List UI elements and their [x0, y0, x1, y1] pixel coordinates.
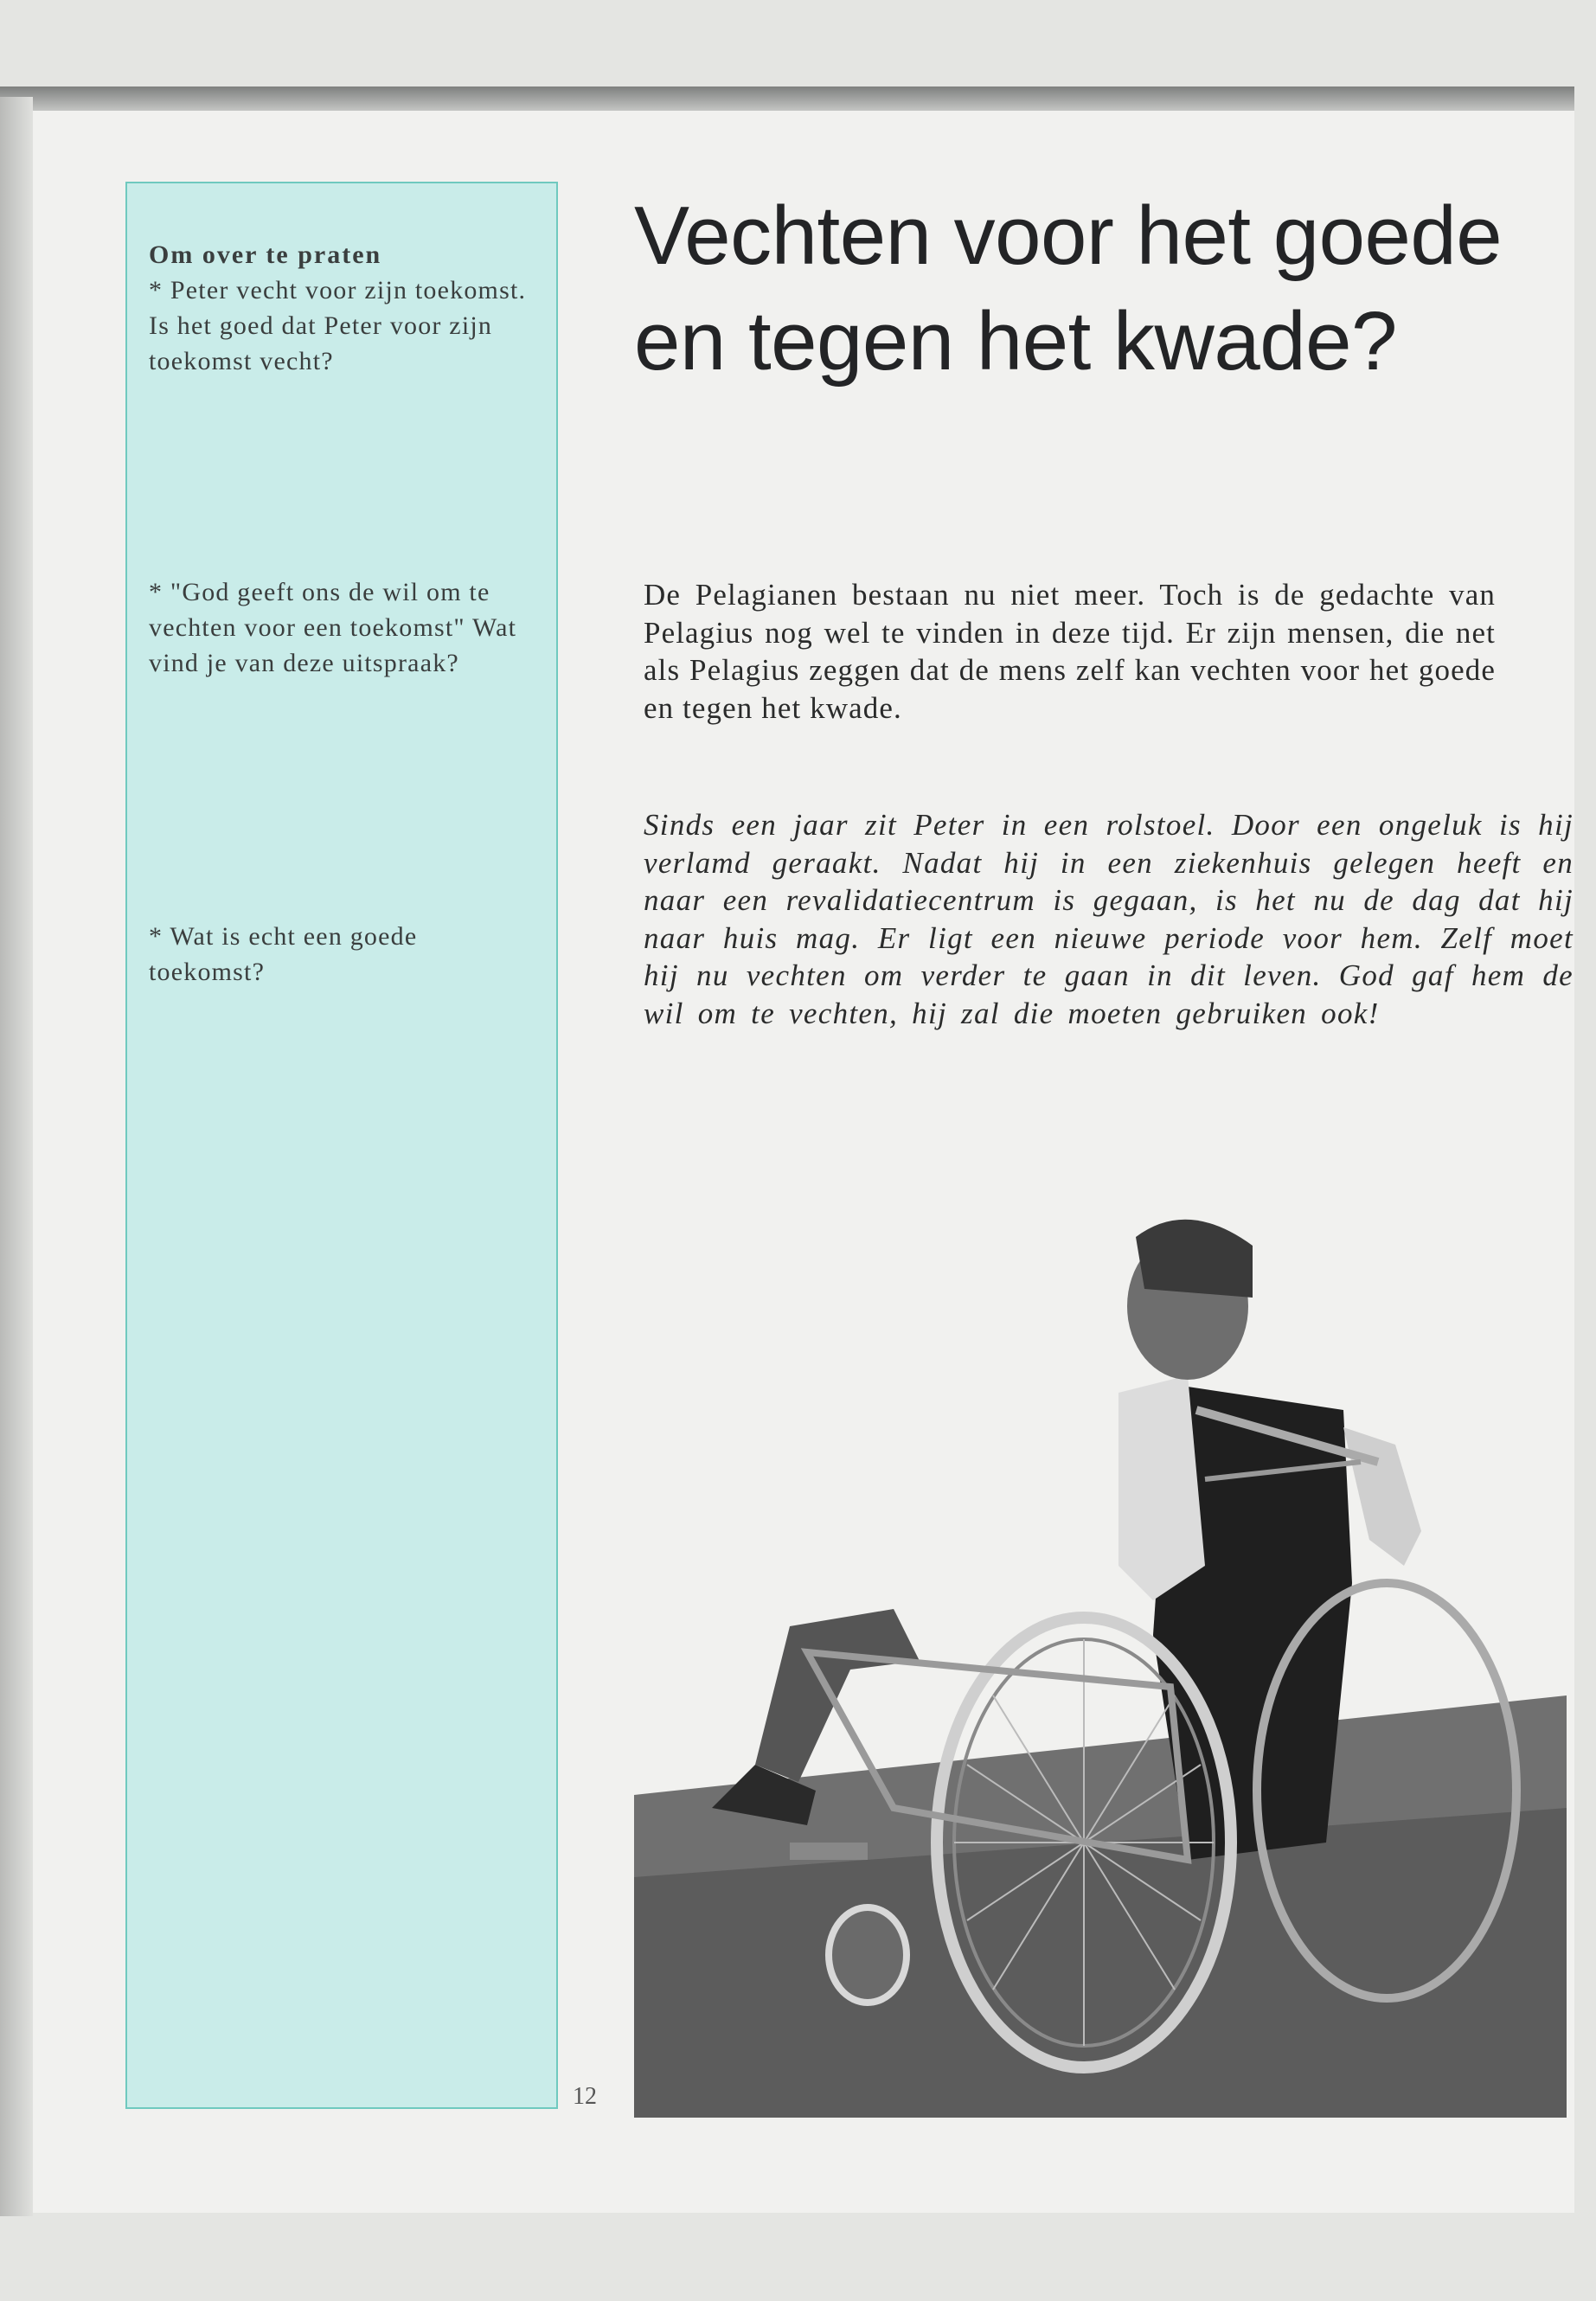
discussion-sidebar — [125, 182, 558, 2109]
question-1: * Peter vecht voor zijn toekomst. Is het goed dat Peter voor zijn toekomst vecht? — [149, 276, 527, 375]
wheelchair-photo — [634, 1202, 1567, 2118]
book-cover-edge — [0, 97, 33, 2216]
question-3: * Wat is echt een goede toekomst? — [149, 922, 418, 986]
story-paragraph: Sinds een jaar zit Peter in een rolstoel. Door een ongeluk is hij verlamd geraakt. Nadat hij in een ziekenhuis gelegen heeft en naar een revalidatiecentrum is gegaan, is het nu de dag dat hij naar huis mag. Er ligt een nieuwe periode voor hem. Zelf moet hij nu vechten om verder te gaan in dit leven. God gaf hem de wil om te vechten, hij zal die moeten gebruiken ook! — [644, 808, 1574, 1030]
question-2: * "God geeft ons de wil om te vechten voor een toekomst" Wat vind je van deze uitspraak? — [149, 578, 517, 677]
page-number: 12 — [573, 2083, 597, 2110]
page-title: Vechten voor het goede en tegen het kwade? — [634, 189, 1503, 388]
wheelchair-photo-icon — [634, 1202, 1567, 2118]
sidebar-heading: Om over te praten — [149, 240, 382, 269]
intro-paragraph: De Pelagianen bestaan nu niet meer. Toch is de gedachte van Pelagius nog wel te vinden in deze tijd. Er zijn mensen, die net als Pelagius zeggen dat de mens zelf kan vechten voor het goede en tegen het kwade. — [644, 578, 1496, 725]
scan-edge-top — [0, 87, 1574, 112]
